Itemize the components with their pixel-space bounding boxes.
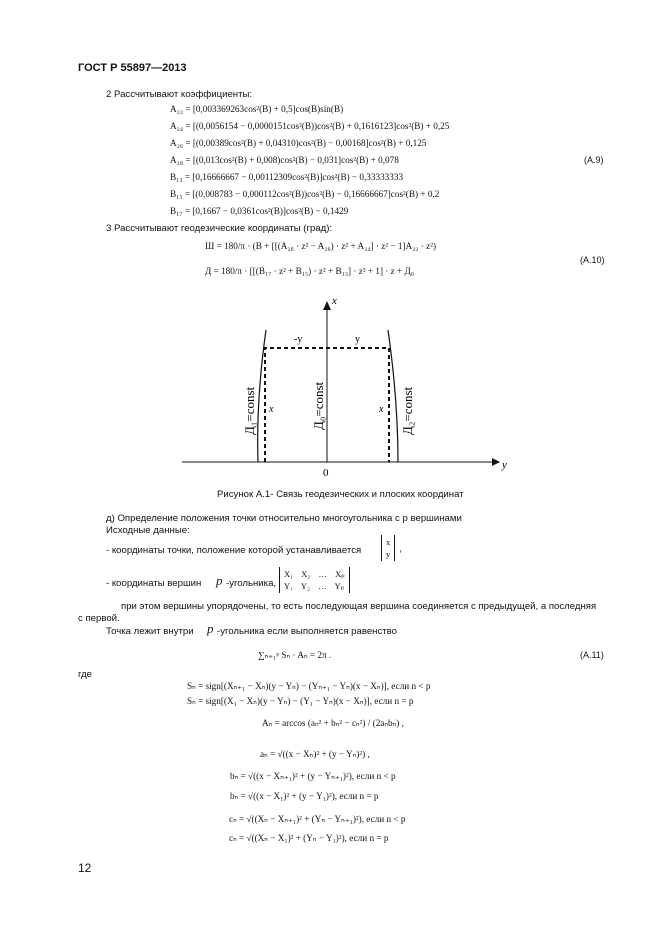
- vertex-coords-text: - координаты вершин: [106, 578, 202, 589]
- page-number: 12: [78, 861, 92, 875]
- origin-label: 0: [323, 467, 329, 479]
- where-label: где: [78, 669, 93, 680]
- formula-a22: A₂₂ = [0,003369263cos²(B) + 0,5]cos(B)sin(B): [170, 104, 344, 114]
- coordinate-diagram: [170, 290, 510, 485]
- point-coords-text: - координаты точки, положение которой устанавливается: [106, 545, 362, 556]
- p-symbol-2: p: [207, 621, 214, 636]
- inside-text-2: -угольника если выполняется равенство: [217, 626, 397, 637]
- vertex-coords-text-2: -угольника,: [226, 578, 277, 589]
- matrix-cell: X₂: [301, 569, 311, 579]
- formula-an: Aₙ = arccos (aₙ² + bₙ² − cₙ²) / (2aₙbₙ) ,: [262, 718, 404, 728]
- step-2-text: 2 Рассчитывают коэффициенты:: [106, 89, 253, 100]
- input-data-label: Исходные данные:: [106, 525, 190, 536]
- minus-y-label: -y: [294, 334, 303, 345]
- formula-cn-1: cₙ = √((Xₙ − Xₙ₊₁)² + (Yₙ − Yₙ₊₁)²), если n < p: [229, 814, 406, 824]
- x-axis-label: x: [332, 295, 337, 307]
- plus-y-label: y: [355, 334, 360, 345]
- vertex-matrix-bracket: [279, 567, 350, 593]
- formula-a24: A₂₄ = [(0,0056154 − 0,0000151cos²(B))cos²(B) + 0,1616123]cos²(B) + 0,25: [170, 121, 450, 131]
- matrix-cell: …: [318, 569, 327, 579]
- p-symbol-1: p: [216, 573, 223, 588]
- matrix-cell: …: [318, 581, 327, 591]
- right-x-label: x: [379, 404, 384, 415]
- equation-number-a11: (А.11): [580, 650, 604, 660]
- matrix-cell: Yₚ: [334, 581, 345, 591]
- matrix-cell: Y₁: [284, 581, 294, 591]
- formula-bn-2: bₙ = √((x − X₁)² + (y − Y₁)²), если n = p: [230, 791, 379, 801]
- meridian-center-label: Д₀=const: [311, 381, 326, 430]
- formula-sn-1: Sₙ = sign[(Xₙ₊₁ − Xₙ)(y − Yₙ) − (Yₙ₊₁ − Yₙ)(x − Xₙ)], если n < p: [187, 681, 431, 691]
- formula-b13: B₁₃ = [0,16666667 − 0,00112309cos²(B)]cos²(B) − 0,33333333: [170, 172, 404, 182]
- equation-number-a9: (А.9): [584, 155, 604, 165]
- inside-text: Точка лежит внутри: [106, 626, 194, 637]
- matrix-cell: Xₚ: [335, 569, 345, 579]
- x-axis-arrow: [323, 301, 331, 310]
- formula-b15: B₁₅ = [(0,008783 − 0,000112cos²(B))cos²(B) − 0,16666667]cos²(B) + 0,2: [170, 189, 440, 199]
- step-3-text: 3 Рассчитывают геодезические координаты (град):: [106, 223, 333, 234]
- order-text-line2: с первой.: [78, 613, 120, 624]
- formula-bn-1: bₙ = √((x − Xₙ₊₁)² + (y − Yₙ₊₁)²), если n < p: [230, 771, 396, 781]
- figure-caption: Рисунок А.1- Связь геодезических и плоских координат: [217, 489, 464, 500]
- point-vector-bracket: [381, 535, 395, 561]
- vertex-matrix: [279, 567, 350, 593]
- equation-number-a10: (А.10): [580, 255, 605, 265]
- formula-sn-2: Sₙ = sign[(X₁ − Xₙ)(y − Yₙ) − (Y₁ − Yₙ)(x − Xₙ)], если n = p: [187, 696, 414, 706]
- formula-sum: ∑ₙ₌₁ᵖ Sₙ · Aₙ = 2π .: [258, 650, 332, 660]
- matrix-cell: Y₂: [300, 581, 311, 591]
- y-axis-arrow: [492, 458, 500, 466]
- point-vector: [381, 535, 402, 561]
- formula-a26: A₂₆ = [(0,00389cos²(B) + 0,04310)cos²(B) − 0,00168]cos²(B) + 0,125: [170, 138, 427, 148]
- formula-latitude: Ш = 180/π · (B + [[(A₂₈ · z² − A₂₆) · z² + A₂₄] · z² − 1]A₂₂ · z²): [205, 241, 437, 251]
- point-vector-x: x: [386, 537, 391, 547]
- formula-a28: A₂₈ = [(0,013cos²(B) + 0,008)cos²(B) − 0,031]cos²(B) + 0,078: [170, 155, 399, 165]
- left-x-label: x: [269, 404, 274, 415]
- matrix-cell: X₁: [284, 569, 294, 579]
- section-d-heading: д) Определение положения точки относительно многоугольника с p вершинами: [106, 513, 462, 524]
- formula-cn-2: cₙ = √((Xₙ − X₁)² + (Yₙ − Y₁)²), если n = p: [229, 833, 389, 843]
- meridian-left-label: Д₁=const: [242, 386, 257, 435]
- document-header: ГОСТ Р 55897—2013: [78, 62, 187, 74]
- point-vector-y: y: [386, 549, 391, 559]
- formula-a-small: aₙ = √((x − Xₙ)² + (y − Yₙ)²) ,: [260, 749, 370, 759]
- order-text-line1: при этом вершины упорядочены, то есть последующая вершина соединяется с предыдущей, а последняя: [121, 601, 597, 612]
- formula-b17: B₁₇ = [0,1667 − 0,0361cos²(B)]cos²(B) − 0,1429: [170, 206, 349, 216]
- meridian-right-label: Д₂=const: [400, 386, 415, 435]
- y-axis-label: y: [502, 459, 507, 471]
- comma: ,: [399, 543, 402, 555]
- formula-longitude: Д = 180/π · [[(B₁₇ · z² + B₁₅) · z² + B₁₃] · z² + 1] · z + Д₀: [205, 266, 414, 276]
